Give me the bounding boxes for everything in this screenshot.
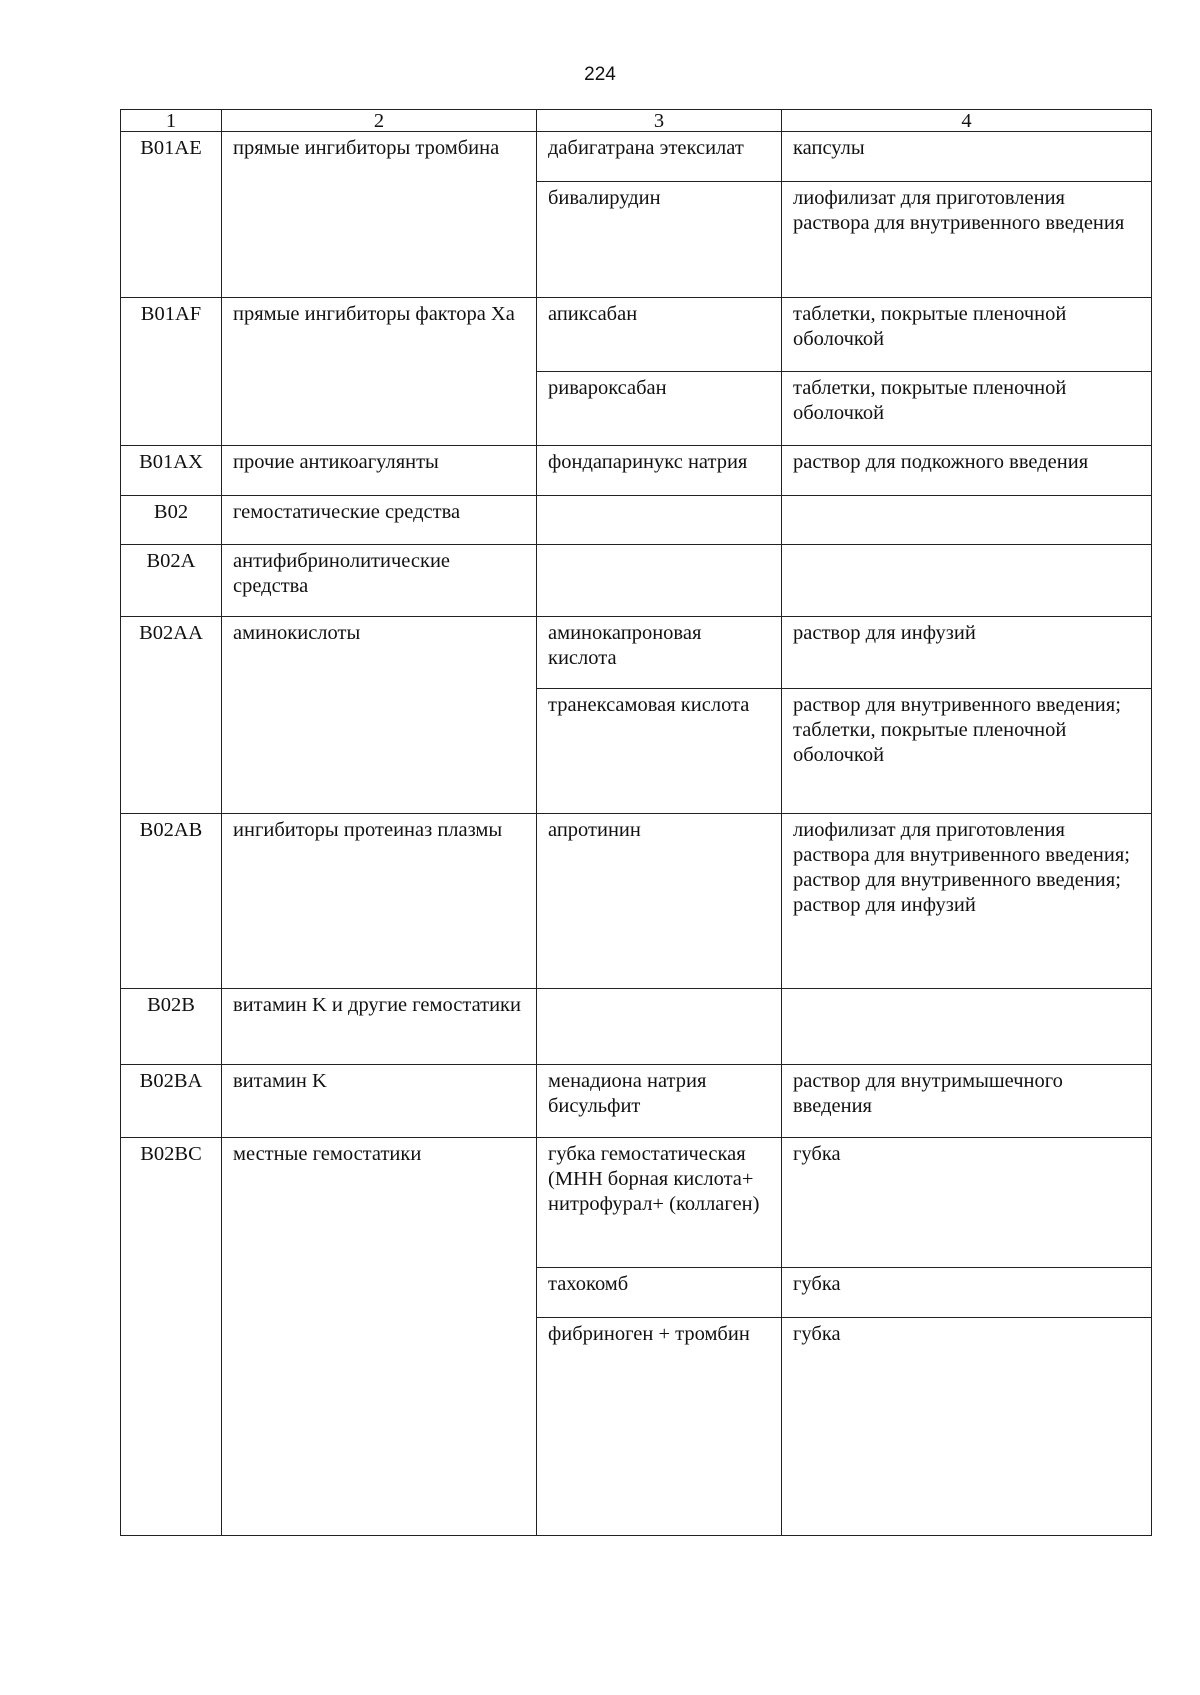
atc-code-cell: B02AB bbox=[121, 814, 222, 989]
drug-name-cell: апротинин bbox=[537, 814, 782, 989]
column-header-1: 1 bbox=[121, 110, 222, 132]
group-name-cell: прочие антикоагулянты bbox=[222, 446, 537, 496]
dosage-form-cell: губка bbox=[782, 1318, 1152, 1536]
column-header-2: 2 bbox=[222, 110, 537, 132]
table-row bbox=[121, 132, 1152, 182]
dosage-form-cell: лиофилизат для приготовления раствора для внутривенного введения; раствор для внутривенного введения; раствор для инфузий bbox=[782, 814, 1152, 989]
group-name-cell: местные гемостатики bbox=[222, 1138, 537, 1536]
dosage-form-cell: раствор для подкожного введения bbox=[782, 446, 1152, 496]
dosage-form-cell: лиофилизат для приготовления раствора для внутривенного введения bbox=[782, 182, 1152, 298]
dosage-form-cell: таблетки, покрытые пленочной оболочкой bbox=[782, 372, 1152, 446]
atc-code-cell: B02 bbox=[121, 496, 222, 545]
dosage-form-cell: раствор для внутримышечного введения bbox=[782, 1065, 1152, 1138]
drug-name-cell: бивалирудин bbox=[537, 182, 782, 298]
atc-code-cell: B02AA bbox=[121, 617, 222, 814]
drug-name-cell bbox=[537, 989, 782, 1065]
dosage-form-cell bbox=[782, 989, 1152, 1065]
dosage-form-cell: раствор для внутривенного введения; таблетки, покрытые пленочной оболочкой bbox=[782, 689, 1152, 814]
table-row bbox=[121, 496, 1152, 545]
atc-code-cell: B02BA bbox=[121, 1065, 222, 1138]
atc-code-cell: B01AF bbox=[121, 298, 222, 446]
header-row bbox=[121, 110, 1152, 132]
dosage-form-cell bbox=[782, 496, 1152, 545]
dosage-form-cell: раствор для инфузий bbox=[782, 617, 1152, 689]
drug-name-cell: фондапаринукс натрия bbox=[537, 446, 782, 496]
table-row bbox=[121, 617, 1152, 689]
dosage-form-cell: таблетки, покрытые пленочной оболочкой bbox=[782, 298, 1152, 372]
table-row bbox=[121, 1138, 1152, 1268]
group-name-cell: витамин K bbox=[222, 1065, 537, 1138]
drug-name-cell bbox=[537, 545, 782, 617]
page-number: 224 bbox=[584, 64, 616, 85]
dosage-form-cell bbox=[782, 545, 1152, 617]
atc-code-cell: B02BC bbox=[121, 1138, 222, 1536]
drug-name-cell: губка гемостатическая (МНН борная кислота+ нитрофурал+ (коллаген) bbox=[537, 1138, 782, 1268]
drug-table bbox=[120, 109, 1152, 1536]
dosage-form-cell: капсулы bbox=[782, 132, 1152, 182]
drug-name-cell: тахокомб bbox=[537, 1268, 782, 1318]
group-name-cell: витамин K и другие гемостатики bbox=[222, 989, 537, 1065]
table-row bbox=[121, 989, 1152, 1065]
atc-code-cell: B02A bbox=[121, 545, 222, 617]
column-header-3: 3 bbox=[537, 110, 782, 132]
drug-name-cell: ривароксабан bbox=[537, 372, 782, 446]
table-row bbox=[121, 814, 1152, 989]
drug-name-cell: транексамовая кислота bbox=[537, 689, 782, 814]
column-header-4: 4 bbox=[782, 110, 1152, 132]
dosage-form-cell: губка bbox=[782, 1268, 1152, 1318]
drug-name-cell: аминокапроновая кислота bbox=[537, 617, 782, 689]
atc-code-cell: B01AX bbox=[121, 446, 222, 496]
drug-name-cell bbox=[537, 496, 782, 545]
group-name-cell: прямые ингибиторы фактора Ха bbox=[222, 298, 537, 446]
atc-code-cell: B01AE bbox=[121, 132, 222, 298]
group-name-cell: аминокислоты bbox=[222, 617, 537, 814]
drug-name-cell: апиксабан bbox=[537, 298, 782, 372]
atc-code-cell: B02B bbox=[121, 989, 222, 1065]
drug-name-cell: дабигатрана этексилат bbox=[537, 132, 782, 182]
group-name-cell: ингибиторы протеиназ плазмы bbox=[222, 814, 537, 989]
group-name-cell: гемостатические средства bbox=[222, 496, 537, 545]
table-row bbox=[121, 446, 1152, 496]
group-name-cell: прямые ингибиторы тромбина bbox=[222, 132, 537, 298]
drug-name-cell: менадиона натрия бисульфит bbox=[537, 1065, 782, 1138]
table-row bbox=[121, 1065, 1152, 1138]
table-row bbox=[121, 545, 1152, 617]
group-name-cell: антифибринолитические средства bbox=[222, 545, 537, 617]
table-row bbox=[121, 298, 1152, 372]
drug-name-cell: фибриноген + тромбин bbox=[537, 1318, 782, 1536]
dosage-form-cell: губка bbox=[782, 1138, 1152, 1268]
